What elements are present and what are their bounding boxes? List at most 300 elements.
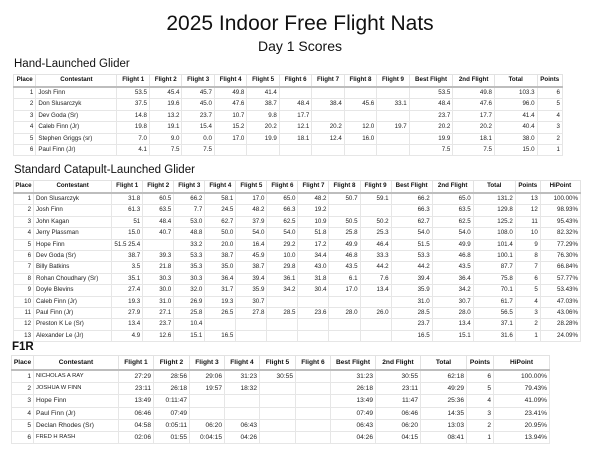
contestant-cell: NICHOLAS A RAY xyxy=(34,370,119,383)
score-cell: 53.43% xyxy=(540,285,580,296)
score-cell: 17.0 xyxy=(236,193,267,205)
score-cell: 26.9 xyxy=(174,296,205,307)
column-header: Flight 9 xyxy=(377,75,409,88)
score-cell: 51 xyxy=(112,216,143,227)
score-cell: 39.4 xyxy=(236,273,267,284)
column-header: Total xyxy=(494,75,537,88)
score-cell: 24.5 xyxy=(205,205,236,216)
score-cell: 25.8 xyxy=(329,228,360,239)
column-header: Total xyxy=(421,356,467,371)
score-cell xyxy=(260,419,296,431)
contestant-cell: Don Slusarczyk xyxy=(34,193,112,205)
score-cell xyxy=(377,133,409,144)
score-cell: 51.8 xyxy=(298,228,329,239)
score-cell: 23:11 xyxy=(376,383,421,395)
score-cell: 28.0 xyxy=(432,308,473,319)
score-cell: 51.5 25.4 xyxy=(112,239,143,250)
score-cell xyxy=(267,330,298,341)
score-cell: 07:49 xyxy=(154,407,190,419)
score-cell: 15.2 xyxy=(214,122,246,133)
score-cell: 66.84% xyxy=(540,262,580,273)
score-cell: 17.0 xyxy=(329,285,360,296)
score-cell: 43.5 xyxy=(432,262,473,273)
score-cell: 31.8 xyxy=(298,273,329,284)
contestant-cell: Declan Rhodes (Sr) xyxy=(34,419,119,431)
contestant-cell: Josh Finn xyxy=(36,87,117,99)
score-cell: 41.4 xyxy=(247,87,279,99)
score-cell: 36.4 xyxy=(432,273,473,284)
score-cell xyxy=(312,110,344,121)
column-header: Points xyxy=(515,181,540,194)
score-cell: 13.4 xyxy=(112,319,143,330)
contestant-cell: Preston K Le (Sr) xyxy=(34,319,112,330)
column-header: Flight 8 xyxy=(344,75,376,88)
column-header: Flight 6 xyxy=(296,356,331,371)
table-row xyxy=(14,133,563,144)
score-cell: 47.03% xyxy=(540,296,580,307)
score-cell xyxy=(260,432,296,444)
score-cell xyxy=(312,87,344,99)
score-cell: 30.0 xyxy=(143,285,174,296)
table-header-row xyxy=(12,356,550,371)
contestant-cell: Doyle Blevins xyxy=(34,285,112,296)
score-cell: 23.7 xyxy=(391,319,432,330)
score-cell: 7.7 xyxy=(174,205,205,216)
score-cell: 7.5 xyxy=(409,145,453,156)
table-row xyxy=(12,419,550,431)
score-cell xyxy=(329,330,360,341)
score-cell: 43.0 xyxy=(298,262,329,273)
score-cell: 41.09% xyxy=(494,395,550,407)
score-cell: 15.1 xyxy=(174,330,205,341)
score-cell: 31.0 xyxy=(391,296,432,307)
score-cell: 131.2 xyxy=(473,193,515,205)
score-cell: 51.5 xyxy=(391,239,432,250)
score-cell: 66.3 xyxy=(391,205,432,216)
place-cell: 3 xyxy=(12,395,34,407)
section-title-f1r: F1R xyxy=(12,341,34,353)
score-cell: 43.5 xyxy=(329,262,360,273)
score-cell: 20.2 xyxy=(453,122,495,133)
contestant-cell: Hope Finn xyxy=(34,395,119,407)
column-header: Place xyxy=(12,356,34,371)
score-cell xyxy=(296,370,331,383)
contestant-cell: Josh Finn xyxy=(34,205,112,216)
score-cell: 13:03 xyxy=(421,419,467,431)
score-cell: 66.3 xyxy=(267,205,298,216)
score-cell: 48.8 xyxy=(174,228,205,239)
score-cell: 04:26 xyxy=(331,432,376,444)
score-cell: 31.8 xyxy=(112,193,143,205)
score-cell: 18.1 xyxy=(453,133,495,144)
table-row xyxy=(14,319,581,330)
score-cell xyxy=(225,395,260,407)
table-row xyxy=(14,285,581,296)
place-cell: 10 xyxy=(14,296,34,307)
table-row xyxy=(14,273,581,284)
score-cell: 125.2 xyxy=(473,216,515,227)
score-cell: 62.7 xyxy=(391,216,432,227)
score-cell xyxy=(267,296,298,307)
score-cell: 48.4 xyxy=(143,216,174,227)
score-cell: 01:55 xyxy=(154,432,190,444)
place-cell: 9 xyxy=(14,285,34,296)
score-cell: 50.0 xyxy=(205,228,236,239)
score-cell xyxy=(143,239,174,250)
score-cell: 07:49 xyxy=(331,407,376,419)
score-cell: 30.3 xyxy=(143,273,174,284)
score-cell xyxy=(344,110,376,121)
score-cell: 17.2 xyxy=(298,239,329,250)
column-header: Contestant xyxy=(36,75,117,88)
score-cell xyxy=(190,407,225,419)
score-cell xyxy=(296,419,331,431)
table-row xyxy=(14,239,581,250)
score-cell: 19:57 xyxy=(190,383,225,395)
score-cell: 06:46 xyxy=(119,407,154,419)
score-cell: 0:04:15 xyxy=(190,432,225,444)
score-cell: 27.4 xyxy=(112,285,143,296)
place-cell: 2 xyxy=(14,205,34,216)
score-cell xyxy=(236,330,267,341)
column-header: Flight 4 xyxy=(205,181,236,194)
place-cell: 3 xyxy=(14,216,34,227)
score-cell: 100.1 xyxy=(473,251,515,262)
place-cell: 6 xyxy=(14,145,36,156)
score-cell: 06:46 xyxy=(376,407,421,419)
score-cell: 47.6 xyxy=(214,99,246,110)
score-cell: 19.9 xyxy=(247,133,279,144)
score-cell: 39.3 xyxy=(143,251,174,262)
table-header-row xyxy=(14,75,563,88)
column-header: Flight 2 xyxy=(149,75,181,88)
score-cell xyxy=(236,319,267,330)
contestant-cell: Don Slusarczyk xyxy=(36,99,117,110)
score-cell: 13.2 xyxy=(149,110,181,121)
score-cell: 19.2 xyxy=(298,205,329,216)
score-cell: 47.6 xyxy=(453,99,495,110)
score-cell: 12.0 xyxy=(344,122,376,133)
score-cell: 4 xyxy=(537,110,562,121)
score-cell: 45.6 xyxy=(344,99,376,110)
score-cell: 20.0 xyxy=(205,239,236,250)
score-cell: 49.8 xyxy=(214,87,246,99)
score-cell: 23.7 xyxy=(182,110,214,121)
score-cell: 19.8 xyxy=(117,122,149,133)
score-cell: 45.7 xyxy=(182,87,214,99)
score-cell: 36.4 xyxy=(205,273,236,284)
score-cell: 12.1 xyxy=(279,122,311,133)
contestant-cell: Paul Finn (Jr) xyxy=(36,145,117,156)
score-cell: 48.4 xyxy=(279,99,311,110)
score-cell: 06:43 xyxy=(331,419,376,431)
score-cell: 96.0 xyxy=(494,99,537,110)
score-cell: 62.5 xyxy=(267,216,298,227)
score-cell: 77.29% xyxy=(540,239,580,250)
score-cell: 3.5 xyxy=(112,262,143,273)
column-header: Flight 1 xyxy=(119,356,154,371)
column-header: Flight 1 xyxy=(117,75,149,88)
score-cell: 10.9 xyxy=(298,216,329,227)
score-cell xyxy=(260,395,296,407)
place-cell: 5 xyxy=(14,239,34,250)
score-cell: 16.5 xyxy=(205,330,236,341)
score-cell: 95.43% xyxy=(540,216,580,227)
score-cell: 30:55 xyxy=(260,370,296,383)
score-cell: 38.7 xyxy=(112,251,143,262)
score-cell: 5 xyxy=(467,383,494,395)
score-cell: 32.0 xyxy=(174,285,205,296)
table-row xyxy=(14,296,581,307)
score-cell: 54.0 xyxy=(391,228,432,239)
score-cell xyxy=(298,296,329,307)
score-cell: 11:47 xyxy=(376,395,421,407)
score-cell: 46.8 xyxy=(432,251,473,262)
score-cell: 23.7 xyxy=(409,110,453,121)
table-row xyxy=(14,122,563,133)
score-cell: 0:11:47 xyxy=(154,395,190,407)
column-header: Flight 2 xyxy=(154,356,190,371)
contestant-cell: Alexander Le (Jr) xyxy=(34,330,112,341)
place-cell: 13 xyxy=(14,330,34,341)
score-cell: 50.2 xyxy=(360,216,391,227)
score-cell: 44.2 xyxy=(360,262,391,273)
score-cell: 43.06% xyxy=(540,308,580,319)
score-cell xyxy=(296,407,331,419)
score-cell: 04:15 xyxy=(376,432,421,444)
score-cell: 19.7 xyxy=(377,122,409,133)
score-cell: 13.94% xyxy=(494,432,550,444)
score-cell: 62:18 xyxy=(421,370,467,383)
column-header: Flight 2 xyxy=(143,181,174,194)
score-cell: 16.5 xyxy=(391,330,432,341)
place-cell: 7 xyxy=(14,262,34,273)
score-cell: 54.0 xyxy=(432,228,473,239)
table-row xyxy=(12,383,550,395)
score-cell: 23.6 xyxy=(298,308,329,319)
score-cell: 45.4 xyxy=(149,87,181,99)
score-cell: 20.95% xyxy=(494,419,550,431)
score-cell: 28:56 xyxy=(154,370,190,383)
score-cell: 16.0 xyxy=(344,133,376,144)
f1r-table xyxy=(11,355,550,444)
score-cell: 63.5 xyxy=(432,205,473,216)
score-cell xyxy=(377,145,409,156)
place-cell: 6 xyxy=(14,251,34,262)
score-cell: 58.1 xyxy=(205,193,236,205)
score-cell: 04:26 xyxy=(225,432,260,444)
table-row xyxy=(14,330,581,341)
score-cell: 38.0 xyxy=(494,133,537,144)
score-cell: 1 xyxy=(467,432,494,444)
column-header: Flight 7 xyxy=(298,181,329,194)
score-cell: 1 xyxy=(537,145,562,156)
score-cell xyxy=(312,145,344,156)
column-header: Flight 5 xyxy=(236,181,267,194)
score-cell: 40.7 xyxy=(143,228,174,239)
score-cell: 34.2 xyxy=(267,285,298,296)
score-cell: 27.8 xyxy=(236,308,267,319)
score-cell: 06:20 xyxy=(190,419,225,431)
score-cell: 6 xyxy=(537,87,562,99)
column-header: Flight 7 xyxy=(312,75,344,88)
score-cell xyxy=(298,330,329,341)
column-header: Flight 3 xyxy=(174,181,205,194)
score-cell: 10.7 xyxy=(214,110,246,121)
place-cell: 2 xyxy=(12,383,34,395)
score-cell: 25.3 xyxy=(360,228,391,239)
score-cell: 7.5 xyxy=(149,145,181,156)
score-cell: 7.6 xyxy=(360,273,391,284)
contestant-cell: Jerry Plassman xyxy=(34,228,112,239)
score-cell: 56.5 xyxy=(473,308,515,319)
score-cell: 26:18 xyxy=(154,383,190,395)
score-cell: 28.28% xyxy=(540,319,580,330)
score-cell: 50.5 xyxy=(329,216,360,227)
contestant-cell: Paul Finn (Jr) xyxy=(34,308,112,319)
score-cell xyxy=(190,395,225,407)
score-cell xyxy=(260,383,296,395)
score-cell: 13:49 xyxy=(331,395,376,407)
score-cell: 04:58 xyxy=(119,419,154,431)
score-cell: 29.8 xyxy=(267,262,298,273)
score-cell xyxy=(360,319,391,330)
score-cell: 31.7 xyxy=(205,285,236,296)
score-cell: 10.0 xyxy=(267,251,298,262)
score-cell: 33.3 xyxy=(360,251,391,262)
column-header: Contestant xyxy=(34,181,112,194)
contestant-cell: Dev Goda (Sr) xyxy=(34,251,112,262)
score-cell: 6 xyxy=(515,273,540,284)
column-header: 2nd Flight xyxy=(376,356,421,371)
place-cell: 1 xyxy=(14,87,36,99)
score-cell: 30.7 xyxy=(236,296,267,307)
place-cell: 1 xyxy=(12,370,34,383)
column-header: Flight 3 xyxy=(182,75,214,88)
score-cell xyxy=(377,87,409,99)
contestant-cell: John Kagan xyxy=(34,216,112,227)
score-cell: 79.43% xyxy=(494,383,550,395)
contestant-cell: FRED H RASH xyxy=(34,432,119,444)
score-cell: 6 xyxy=(467,370,494,383)
score-cell: 26.5 xyxy=(205,308,236,319)
score-cell: 53.0 xyxy=(174,216,205,227)
column-header: Best Flight xyxy=(409,75,453,88)
score-cell: 17.0 xyxy=(214,133,246,144)
score-cell: 35.1 xyxy=(112,273,143,284)
score-cell: 40.4 xyxy=(494,122,537,133)
score-cell: 25:36 xyxy=(421,395,467,407)
column-header: Flight 5 xyxy=(247,75,279,88)
table-row xyxy=(14,228,581,239)
score-cell xyxy=(360,296,391,307)
score-cell: 48.4 xyxy=(409,99,453,110)
score-cell xyxy=(377,110,409,121)
score-cell: 100.00% xyxy=(494,370,550,383)
score-cell: 15.0 xyxy=(494,145,537,156)
score-cell: 38.4 xyxy=(312,99,344,110)
score-cell: 15.1 xyxy=(432,330,473,341)
place-cell: 12 xyxy=(14,319,34,330)
score-cell: 30.3 xyxy=(174,273,205,284)
column-header: Flight 8 xyxy=(329,181,360,194)
score-cell: 66.2 xyxy=(174,193,205,205)
column-header: Flight 1 xyxy=(112,181,143,194)
score-cell: 21.8 xyxy=(143,262,174,273)
score-cell: 13.4 xyxy=(360,285,391,296)
column-header: 2nd Flight xyxy=(453,75,495,88)
score-cell: 08:41 xyxy=(421,432,467,444)
score-cell: 103.3 xyxy=(494,87,537,99)
score-cell xyxy=(329,205,360,216)
score-cell: 14.8 xyxy=(117,110,149,121)
place-cell: 4 xyxy=(14,122,36,133)
score-cell: 19.1 xyxy=(149,122,181,133)
table-row xyxy=(12,370,550,383)
score-cell xyxy=(279,87,311,99)
table-row xyxy=(12,395,550,407)
contestant-cell: Caleb Finn (Jr) xyxy=(36,122,117,133)
score-cell: 20.2 xyxy=(312,122,344,133)
score-cell: 35.3 xyxy=(174,262,205,273)
column-header: Points xyxy=(537,75,562,88)
score-cell: 12.6 xyxy=(143,330,174,341)
contestant-cell: Caleb Finn (Jr) xyxy=(34,296,112,307)
column-header: HiPoint xyxy=(540,181,580,194)
score-cell: 62.5 xyxy=(432,216,473,227)
score-cell: 61.3 xyxy=(112,205,143,216)
table-row xyxy=(14,216,581,227)
score-cell: 3 xyxy=(467,407,494,419)
column-header: Total xyxy=(473,181,515,194)
column-header: Best Flight xyxy=(391,181,432,194)
column-header: Place xyxy=(14,75,36,88)
score-cell: 53.3 xyxy=(174,251,205,262)
score-cell: 65.0 xyxy=(267,193,298,205)
contestant-cell: Stephen Griggs (sr) xyxy=(36,133,117,144)
score-cell: 18.1 xyxy=(279,133,311,144)
score-cell: 37.5 xyxy=(117,99,149,110)
score-cell xyxy=(296,432,331,444)
score-cell: 12.4 xyxy=(312,133,344,144)
score-cell: 34.2 xyxy=(432,285,473,296)
column-header: Flight 3 xyxy=(190,356,225,371)
column-header: Flight 5 xyxy=(260,356,296,371)
score-cell: 53.3 xyxy=(391,251,432,262)
score-cell: 19.9 xyxy=(409,133,453,144)
score-cell: 87.7 xyxy=(473,262,515,273)
score-cell: 23.41% xyxy=(494,407,550,419)
score-cell: 9.8 xyxy=(247,110,279,121)
score-cell: 46.8 xyxy=(329,251,360,262)
score-cell: 29:06 xyxy=(190,370,225,383)
score-cell: 57.77% xyxy=(540,273,580,284)
score-cell: 45.0 xyxy=(182,99,214,110)
score-cell: 20.2 xyxy=(409,122,453,133)
score-cell: 41.4 xyxy=(494,110,537,121)
score-cell: 16.4 xyxy=(236,239,267,250)
catapult-glider-table xyxy=(13,180,581,342)
score-cell: 19.3 xyxy=(205,296,236,307)
contestant-cell: JOSHUA W FINN xyxy=(34,383,119,395)
score-cell: 24.09% xyxy=(540,330,580,341)
score-cell: 02:06 xyxy=(119,432,154,444)
contestant-cell: Hope Finn xyxy=(34,239,112,250)
score-cell xyxy=(360,205,391,216)
score-cell: 60.5 xyxy=(143,193,174,205)
place-cell: 4 xyxy=(12,407,34,419)
score-cell: 13 xyxy=(515,193,540,205)
